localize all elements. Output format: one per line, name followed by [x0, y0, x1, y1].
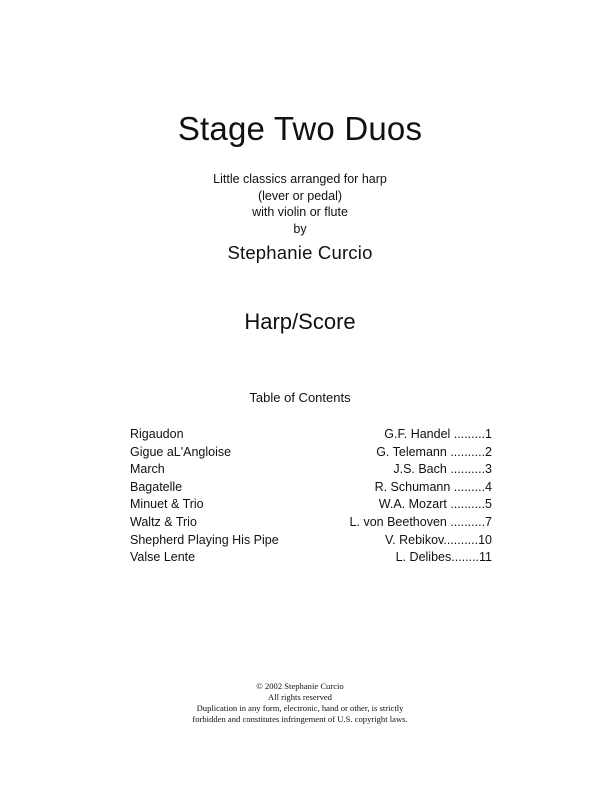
toc-right — [393, 461, 492, 479]
toc-page-leader: .........1 — [450, 427, 492, 441]
toc-page-leader: ..........5 — [446, 497, 492, 512]
toc-right — [396, 549, 492, 567]
toc-page-leader: ..........3 — [446, 462, 492, 477]
toc-right — [350, 514, 492, 532]
toc-entry — [130, 496, 492, 514]
toc-entry — [130, 444, 492, 462]
subtitle-line: Little classics arranged for harp — [213, 172, 387, 186]
arranger-name: Stephanie Curcio — [227, 242, 373, 263]
toc-right — [376, 444, 492, 462]
toc-piece-title: Bagatelle — [130, 479, 183, 494]
toc-entry — [130, 532, 492, 550]
table-of-contents — [130, 426, 492, 567]
copyright-notice — [0, 681, 600, 725]
toc-entry — [130, 426, 492, 444]
subtitle-line: with violin or flute — [252, 205, 348, 219]
toc-right — [379, 496, 492, 514]
subtitle — [0, 171, 600, 237]
copyright-line: © 2002 Stephanie Curcio — [256, 681, 344, 691]
toc-piece-title: March — [130, 462, 165, 477]
toc-composer: G. Telemann — [376, 444, 447, 459]
toc-right — [384, 426, 492, 444]
toc-composer: L. Delibes — [395, 550, 452, 565]
toc-composer: J.S. Bach — [393, 462, 447, 477]
edition-label: Harp/Score — [244, 309, 356, 334]
toc-composer: G.F. Handel — [384, 427, 451, 441]
toc-right — [385, 532, 492, 550]
toc-page-leader: ..........7 — [446, 514, 492, 529]
toc-entry — [130, 514, 492, 532]
toc-heading: Table of Contents — [249, 390, 351, 405]
toc-piece-title: Waltz & Trio — [130, 514, 197, 529]
toc-right — [375, 479, 492, 497]
toc-composer: L. von Beethoven — [349, 514, 447, 529]
toc-entry — [130, 549, 492, 567]
copyright-line: forbidden and constitutes infringement of U.S. copyright laws. — [192, 714, 408, 724]
toc-page-leader: ..........10 — [443, 532, 492, 547]
toc-composer: R. Schumann — [374, 479, 451, 494]
copyright-line: All rights reserved — [268, 692, 332, 702]
subtitle-line: by — [293, 221, 307, 236]
toc-piece-title: Minuet & Trio — [130, 497, 204, 512]
toc-page-leader: .........4 — [450, 479, 492, 494]
page-title: Stage Two Duos — [177, 110, 423, 147]
copyright-line: Duplication in any form, electronic, hand or other, is strictly — [196, 703, 404, 713]
subtitle-line: (lever or pedal) — [257, 188, 343, 203]
toc-piece-title: Shepherd Playing His Pipe — [130, 532, 279, 547]
toc-piece-title: Gigue aL'Angloise — [130, 444, 232, 459]
toc-page-leader: ..........2 — [446, 444, 492, 459]
toc-composer: V. Rebikov — [384, 532, 444, 547]
toc-entry — [130, 461, 492, 479]
toc-piece-title: Rigaudon — [130, 427, 184, 441]
toc-page-leader: ........11 — [451, 550, 492, 565]
toc-composer: W.A. Mozart — [378, 497, 447, 512]
toc-entry — [130, 479, 492, 497]
toc-piece-title: Valse Lente — [130, 550, 196, 565]
